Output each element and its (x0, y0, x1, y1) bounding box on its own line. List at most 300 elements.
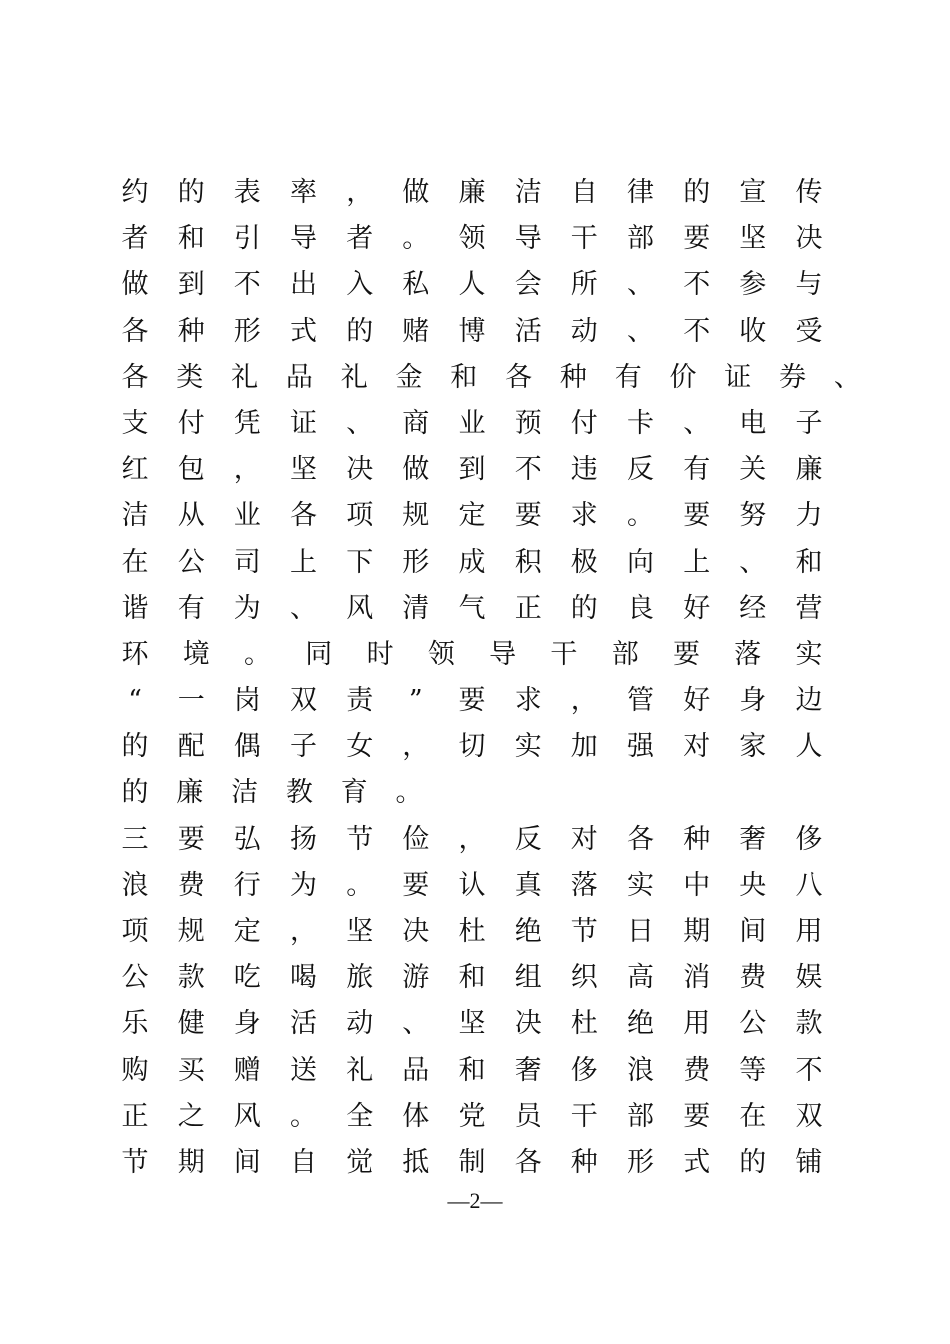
text-char: 各 (121, 315, 149, 347)
text-char: 上 (290, 546, 317, 578)
text-char: 者 (121, 223, 149, 255)
text-char: 有 (177, 592, 205, 624)
text-line (112, 540, 832, 586)
text-char: 员 (514, 1100, 542, 1132)
text-char: 廉 (176, 777, 204, 809)
body-text (112, 170, 861, 1186)
text-char: 预 (514, 407, 542, 439)
text-char: 侈 (570, 1054, 598, 1086)
text-char: 用 (683, 1008, 711, 1040)
text-char: 式 (683, 1146, 711, 1178)
text-char: 奢 (739, 823, 767, 855)
text-char: 三 (121, 823, 149, 855)
text-char: 良 (627, 592, 654, 624)
text-char: 送 (290, 1054, 317, 1086)
text-char: 引 (233, 223, 261, 255)
text-char: ， (458, 823, 486, 855)
text-char: 券 (779, 361, 807, 393)
text-char: 期 (683, 916, 711, 947)
text-char: 落 (734, 638, 762, 670)
text-char: 觉 (346, 1146, 374, 1178)
text-char: “ (128, 685, 142, 717)
text-char: 要 (177, 823, 205, 855)
text-char: 付 (570, 407, 598, 439)
text-char: 健 (177, 1008, 205, 1040)
text-char: 决 (795, 223, 823, 255)
text-char: 干 (550, 638, 578, 670)
text-char: 不 (233, 269, 261, 301)
text-char: 部 (611, 638, 639, 670)
text-char: 子 (795, 407, 823, 439)
text-char: 扬 (290, 823, 317, 855)
text-char: 干 (570, 223, 598, 255)
text-char: 的 (683, 177, 711, 208)
text-char: 项 (346, 500, 374, 532)
text-char: 好 (683, 685, 711, 717)
text-char: 坚 (346, 916, 374, 947)
text-char: 实 (627, 869, 654, 901)
text-line (112, 1048, 832, 1094)
text-char: 认 (458, 869, 486, 901)
text-char: 风 (233, 1100, 261, 1132)
text-char: 约 (121, 177, 149, 208)
text-char: 不 (683, 269, 711, 301)
text-line (112, 632, 832, 678)
text-char: 动 (570, 315, 598, 347)
text-char: 规 (402, 500, 430, 532)
text-char: 织 (570, 962, 598, 994)
text-char: ” (408, 685, 423, 717)
text-char: ， (233, 454, 261, 486)
text-char: 廉 (795, 454, 823, 486)
text-char: 间 (233, 1146, 261, 1178)
text-char: 价 (669, 361, 697, 393)
text-char: 形 (402, 546, 430, 578)
text-char: 组 (514, 962, 542, 994)
text-char: 赠 (233, 1054, 261, 1086)
text-char: 决 (346, 454, 374, 486)
text-char: 款 (795, 1008, 823, 1040)
text-char: 和 (450, 361, 478, 393)
text-char: 切 (458, 731, 486, 763)
text-char: 不 (683, 315, 711, 347)
text-char: 做 (121, 269, 149, 301)
text-char: 私 (402, 269, 430, 301)
page-number: —2— (447, 1188, 503, 1213)
text-char: 规 (177, 916, 205, 947)
text-char: 公 (177, 546, 205, 578)
text-char: 卡 (627, 407, 654, 439)
text-char: 用 (795, 916, 823, 947)
text-char: 洁 (231, 777, 259, 809)
text-char: 风 (346, 592, 374, 624)
text-char: 廉 (458, 177, 486, 208)
text-char: 、 (290, 592, 317, 624)
text-char: 上 (683, 546, 711, 578)
text-line (112, 355, 861, 401)
text-char: 偶 (233, 731, 261, 763)
text-char: 力 (795, 500, 823, 532)
text-char: 向 (627, 546, 654, 578)
text-char: 的 (177, 177, 205, 208)
text-line (112, 678, 832, 724)
text-char: 的 (346, 315, 374, 347)
text-char: 子 (290, 731, 317, 763)
text-char: 真 (514, 869, 542, 901)
text-char: 做 (402, 177, 430, 208)
text-char: 导 (290, 223, 317, 255)
text-char: 费 (739, 962, 767, 994)
text-char: 形 (627, 1146, 654, 1178)
text-char: 定 (233, 916, 261, 947)
text-char: 关 (739, 454, 767, 486)
text-char: 要 (673, 638, 700, 670)
text-char: 等 (739, 1054, 767, 1086)
text-line (112, 170, 832, 216)
text-char: 绝 (514, 916, 542, 947)
text-char: 公 (121, 962, 149, 994)
text-char: 谐 (121, 592, 149, 624)
text-char: 节 (570, 916, 598, 947)
text-char: 游 (402, 962, 430, 994)
text-char: 导 (489, 638, 517, 670)
text-char: 成 (458, 546, 486, 578)
text-char: 证 (290, 407, 317, 439)
text-char: 受 (795, 315, 823, 347)
text-char: 边 (795, 685, 823, 717)
text-char: 干 (570, 1100, 598, 1132)
text-char: 要 (514, 500, 542, 532)
text-char: ， (346, 177, 374, 208)
text-char: 加 (570, 731, 598, 763)
text-char: 各 (514, 1146, 542, 1178)
text-line (112, 262, 832, 308)
text-char: 出 (290, 269, 317, 301)
text-char: 双 (795, 1100, 823, 1132)
text-char: 同 (305, 638, 333, 670)
text-char: 身 (739, 685, 767, 717)
text-char: 。 (402, 223, 430, 255)
text-char: 、 (683, 407, 711, 439)
text-char: 积 (514, 546, 542, 578)
text-char: 购 (121, 1054, 149, 1086)
text-char: 中 (683, 869, 711, 901)
text-char: 配 (177, 731, 205, 763)
text-char: 领 (458, 223, 486, 255)
text-char: 日 (627, 916, 654, 947)
text-line (112, 863, 832, 909)
text-char: 节 (346, 823, 374, 855)
text-char: 洁 (514, 177, 542, 208)
text-char: 式 (290, 315, 317, 347)
text-char: 反 (514, 823, 542, 855)
text-char: 行 (233, 869, 261, 901)
text-char: 对 (570, 823, 598, 855)
text-char: 费 (177, 869, 205, 901)
text-char: 坚 (458, 1008, 486, 1040)
text-char: 包 (177, 454, 205, 486)
text-char: 买 (177, 1054, 205, 1086)
text-char: 双 (290, 685, 317, 717)
text-line (112, 586, 832, 632)
text-char: 教 (285, 777, 313, 809)
text-char: 种 (177, 315, 205, 347)
text-char: 坚 (739, 223, 767, 255)
text-char: 要 (458, 685, 486, 717)
text-char: 项 (121, 916, 149, 947)
text-char: 的 (121, 777, 149, 809)
text-char: 育 (340, 777, 368, 809)
text-char: 到 (458, 454, 486, 486)
text-char: 品 (402, 1054, 430, 1086)
text-line (112, 909, 832, 955)
text-char: 奢 (514, 1054, 542, 1086)
text-char: 违 (570, 454, 598, 486)
text-char: 部 (627, 1100, 654, 1132)
text-char: 的 (739, 1146, 767, 1178)
text-char: 极 (570, 546, 598, 578)
text-char: 有 (614, 361, 642, 393)
text-char: 参 (739, 269, 767, 301)
text-char: 实 (514, 731, 542, 763)
text-char: 、 (402, 1008, 430, 1040)
text-char: 乐 (121, 1008, 149, 1040)
text-char: 杜 (570, 1008, 598, 1040)
text-char: 要 (683, 1100, 711, 1132)
text-char: 侈 (795, 823, 823, 855)
text-char: 决 (514, 1008, 542, 1040)
text-char: 娱 (795, 962, 823, 994)
text-char: 红 (121, 454, 149, 486)
text-char: 间 (739, 916, 767, 947)
text-char: 期 (177, 1146, 205, 1178)
text-char: 下 (346, 546, 374, 578)
text-char: 经 (739, 592, 767, 624)
text-char: 人 (795, 731, 823, 763)
text-char: 商 (402, 407, 430, 439)
text-char: 业 (458, 407, 486, 439)
text-char: 好 (683, 592, 711, 624)
text-line (112, 309, 832, 355)
text-char: 和 (458, 962, 486, 994)
text-char: ， (402, 731, 430, 763)
text-char: 律 (627, 177, 654, 208)
text-char: 所 (570, 269, 598, 301)
text-char: 种 (570, 1146, 598, 1178)
text-char: 种 (683, 823, 711, 855)
text-char: 活 (514, 315, 542, 347)
text-line (112, 724, 832, 770)
text-char: 强 (627, 731, 654, 763)
text-char: 种 (559, 361, 587, 393)
text-char: 杜 (458, 916, 486, 947)
text-char: 做 (402, 454, 430, 486)
text-char: 、 (833, 361, 861, 393)
text-char: 与 (795, 269, 823, 301)
text-char: 体 (402, 1100, 430, 1132)
text-char: 。 (290, 1100, 317, 1132)
text-char: 部 (627, 223, 654, 255)
text-char: 决 (402, 916, 430, 947)
text-char: 营 (795, 592, 823, 624)
text-char: 传 (795, 177, 823, 208)
text-char: 境 (182, 638, 210, 670)
text-char: 央 (739, 869, 767, 901)
text-line (112, 817, 832, 863)
text-char: 吃 (233, 962, 261, 994)
text-line (112, 1094, 832, 1140)
text-char: 、 (346, 407, 374, 439)
text-line (112, 447, 832, 493)
text-char: 从 (177, 500, 205, 532)
text-char: 洁 (121, 500, 149, 532)
text-line (112, 1001, 832, 1047)
text-char: 责 (346, 685, 374, 717)
text-char: ， (290, 916, 317, 947)
text-char: 赌 (402, 315, 430, 347)
text-char: 定 (458, 500, 486, 532)
text-char: 高 (627, 962, 654, 994)
text-char: 抵 (402, 1146, 430, 1178)
text-char: 铺 (795, 1146, 823, 1178)
text-char: 公 (739, 1008, 767, 1040)
text-char: 气 (458, 592, 486, 624)
text-char: 为 (290, 869, 317, 901)
text-line (112, 216, 832, 262)
text-char: 和 (795, 546, 823, 578)
text-char: 金 (395, 361, 423, 393)
text-char: 宣 (739, 177, 767, 208)
text-char: 岗 (233, 685, 261, 717)
text-char: 业 (233, 500, 261, 532)
text-char: 者 (346, 223, 374, 255)
text-char: 自 (570, 177, 598, 208)
text-char: 身 (233, 1008, 261, 1040)
text-char: 消 (683, 962, 711, 994)
text-char: 动 (346, 1008, 374, 1040)
text-char: 各 (290, 500, 317, 532)
text-char: 弘 (233, 823, 261, 855)
text-char: 收 (739, 315, 767, 347)
text-char: 领 (427, 638, 455, 670)
text-char: 在 (739, 1100, 767, 1132)
text-char: 。 (395, 777, 423, 809)
text-char: 实 (795, 638, 823, 670)
text-char: 喝 (290, 962, 317, 994)
text-char: 入 (346, 269, 374, 301)
text-char: 努 (739, 500, 767, 532)
text-char: 。 (244, 638, 271, 670)
text-char: 要 (402, 869, 430, 901)
text-char: 司 (233, 546, 261, 578)
text-char: 。 (346, 869, 374, 901)
text-char: 。 (627, 500, 654, 532)
text-char: 导 (514, 223, 542, 255)
text-line (112, 493, 832, 539)
text-char: 表 (233, 177, 261, 208)
text-char: 节 (121, 1146, 149, 1178)
text-line (112, 770, 832, 816)
text-char: 为 (233, 592, 261, 624)
text-char: 正 (121, 1100, 149, 1132)
text-char: 款 (177, 962, 205, 994)
text-char: 家 (739, 731, 767, 763)
text-char: 、 (627, 269, 654, 301)
text-char: 管 (627, 685, 654, 717)
text-char: 有 (683, 454, 711, 486)
text-char: 的 (570, 592, 598, 624)
text-char: 反 (627, 454, 654, 486)
text-char: ， (570, 685, 598, 717)
text-char: 类 (176, 361, 204, 393)
text-char: 之 (177, 1100, 205, 1132)
text-char: 支 (121, 407, 149, 439)
text-char: 形 (233, 315, 261, 347)
text-line (112, 1140, 832, 1186)
text-char: 浪 (627, 1054, 654, 1086)
text-char: 付 (177, 407, 205, 439)
text-char: 八 (795, 869, 823, 901)
text-line (112, 955, 832, 1001)
text-char: 品 (285, 361, 313, 393)
text-char: 自 (290, 1146, 317, 1178)
text-char: 对 (683, 731, 711, 763)
text-char: 、 (627, 315, 654, 347)
text-char: 电 (739, 407, 767, 439)
text-char: 各 (121, 361, 149, 393)
text-char: 要 (683, 223, 711, 255)
text-char: 活 (290, 1008, 317, 1040)
text-char: 会 (514, 269, 542, 301)
text-char: 要 (683, 500, 711, 532)
text-char: 绝 (627, 1008, 654, 1040)
text-char: 人 (458, 269, 486, 301)
text-char: 全 (346, 1100, 374, 1132)
text-char: 坚 (290, 454, 317, 486)
text-char: 礼 (231, 361, 259, 393)
text-char: 证 (724, 361, 752, 393)
text-char: 清 (402, 592, 430, 624)
text-char: 求 (514, 685, 542, 717)
text-char: 俭 (402, 823, 430, 855)
text-char: 礼 (346, 1054, 374, 1086)
text-char: 和 (177, 223, 205, 255)
text-char: 的 (121, 731, 149, 763)
text-char: 、 (739, 546, 767, 578)
text-char: 在 (121, 546, 149, 578)
text-char: 到 (177, 269, 205, 301)
text-char: 费 (683, 1054, 711, 1086)
text-char: 凭 (233, 407, 261, 439)
text-char: 浪 (121, 869, 149, 901)
text-char: 各 (627, 823, 654, 855)
text-char: 不 (795, 1054, 823, 1086)
text-char: 率 (290, 177, 317, 208)
text-char: 博 (458, 315, 486, 347)
text-char: 制 (458, 1146, 486, 1178)
text-char: 正 (514, 592, 542, 624)
text-char: 求 (570, 500, 598, 532)
text-char: 旅 (346, 962, 374, 994)
text-char: 女 (346, 731, 374, 763)
text-char: 不 (514, 454, 542, 486)
text-char: 党 (458, 1100, 486, 1132)
text-char: 落 (570, 869, 598, 901)
text-char: 环 (121, 638, 149, 670)
text-char: 各 (505, 361, 533, 393)
text-char: 礼 (340, 361, 368, 393)
text-char: 时 (366, 638, 394, 670)
